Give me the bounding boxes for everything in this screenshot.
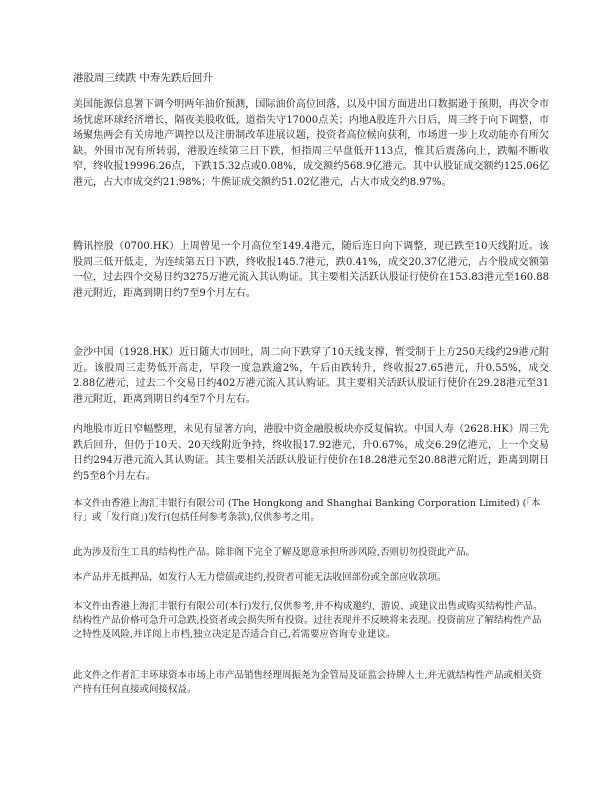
disclaimer-no-collateral: 本产品并无抵押品，如发行人无力偿债或违约,投资者可能无法收回部份或全部应收款项。	[73, 572, 447, 583]
disclaimer-derivative-risk: 此为涉及衍生工具的结构性产品。除非阁下完全了解及愿意承担所涉风险,否则切勿投资此产品。	[73, 547, 476, 558]
paragraph-china-life: 内地股市近日窄幅整理，未见有显著方向，港股中资金融股板块亦反复偏软。中国人寿（2628.HK）周三先跌后回升，但仍于10天、20天线附近争持，终收报17.92港元，升0.67%，成交6.29亿港元，上一个交易日约294万港元流入其认购证。其主要相关活跃认股证行使价在18.28港元至20.88港元附近，距离到期日约5至8个月左右。	[73, 424, 549, 482]
disclaimer-general: 本文件由香港上海汇丰银行有限公司(本行)发行,仅供参考,并不构成邀约、游说、或建议出售或购买结构性产品。结构性产品价格可急升可急跌,投资者或会损失所有投资。过往表现并不反映将来表现。投资前应了解结构性产品之特性及风险,并详阅上市档,独立决定是否适合自己,若需要应咨询专业建议。	[73, 601, 543, 640]
disclaimer-author: 此文件之作者汇丰环球资本市场上市产品销售经理周振尧为金管局及证监会持牌人士,并无就结构性产品或相关资产持有任何直接或间接权益。	[73, 670, 542, 695]
disclaimer-issuer: 本文件由香港上海汇丰银行有限公司 (The Hongkong and Shanghai Banking Corporation Limited) (「本行」或「发行商」)发行(包括任何参考条款),仅供参考之用。	[73, 498, 541, 523]
paragraph-sands-china: 金沙中国（1928.HK）近日随大市回吐，周二向下跌穿了10天线支撑，暂受制于上方250天线约29港元附近。该股周三走势低开高走，早段一度急跌逾2%，午后由跌转升，终收报27.65港元，升0.55%，成交2.88亿港元，过去二个交易日约402万港元流入其认购证。其主要相关活跃认股证行使价在29.28港元至31港元附近，距离到期日约4至7个月左右。	[73, 347, 549, 405]
paragraph-market-overview: 美国能源信息署下调今明两年油价预测，国际油价高位回落，以及中国方面进出口数据逊于预期，再次令市场忧虑环球经济增长，隔夜美股收低，道指失守17000点关；内地A股连升六日后，周三终于向下调整，市场聚焦两会有关房地产调控以及注册制改革进展议题，投资者高位候向获利，市场进一步上攻动能亦有所欠缺。外围市况有所转弱，港股连续第三日下跌，恒指周三早盘低开113点，惟其后震荡向上，跌幅不断收窄，终收报19996.26点，下跌15.32点或0.08%，成交额约568.9亿港元。其中认股证成交额约125.06亿港元，占大市成交约21.98%；牛熊证成交额约51.02亿港元，占大市成交约8.97%。	[73, 99, 549, 188]
article-title: 港股周三续跌 中寿先跌后回升	[73, 72, 213, 84]
paragraph-tencent: 腾讯控股（0700.HK）上周曾见一个月高位至149.4港元，随后连日向下调整，现已跌至10天线附近。该股周三低开低走，为连续第五日下跌，终收报145.7港元，跌0.41%，成交20.37亿港元，占个股成交额第一位，过去四个交易日约3275万港元流入其认购证。其主要相关活跃认股证行使价在153.83港元至160.88港元附近，距离到期日约7至9个月左右。	[73, 241, 549, 299]
